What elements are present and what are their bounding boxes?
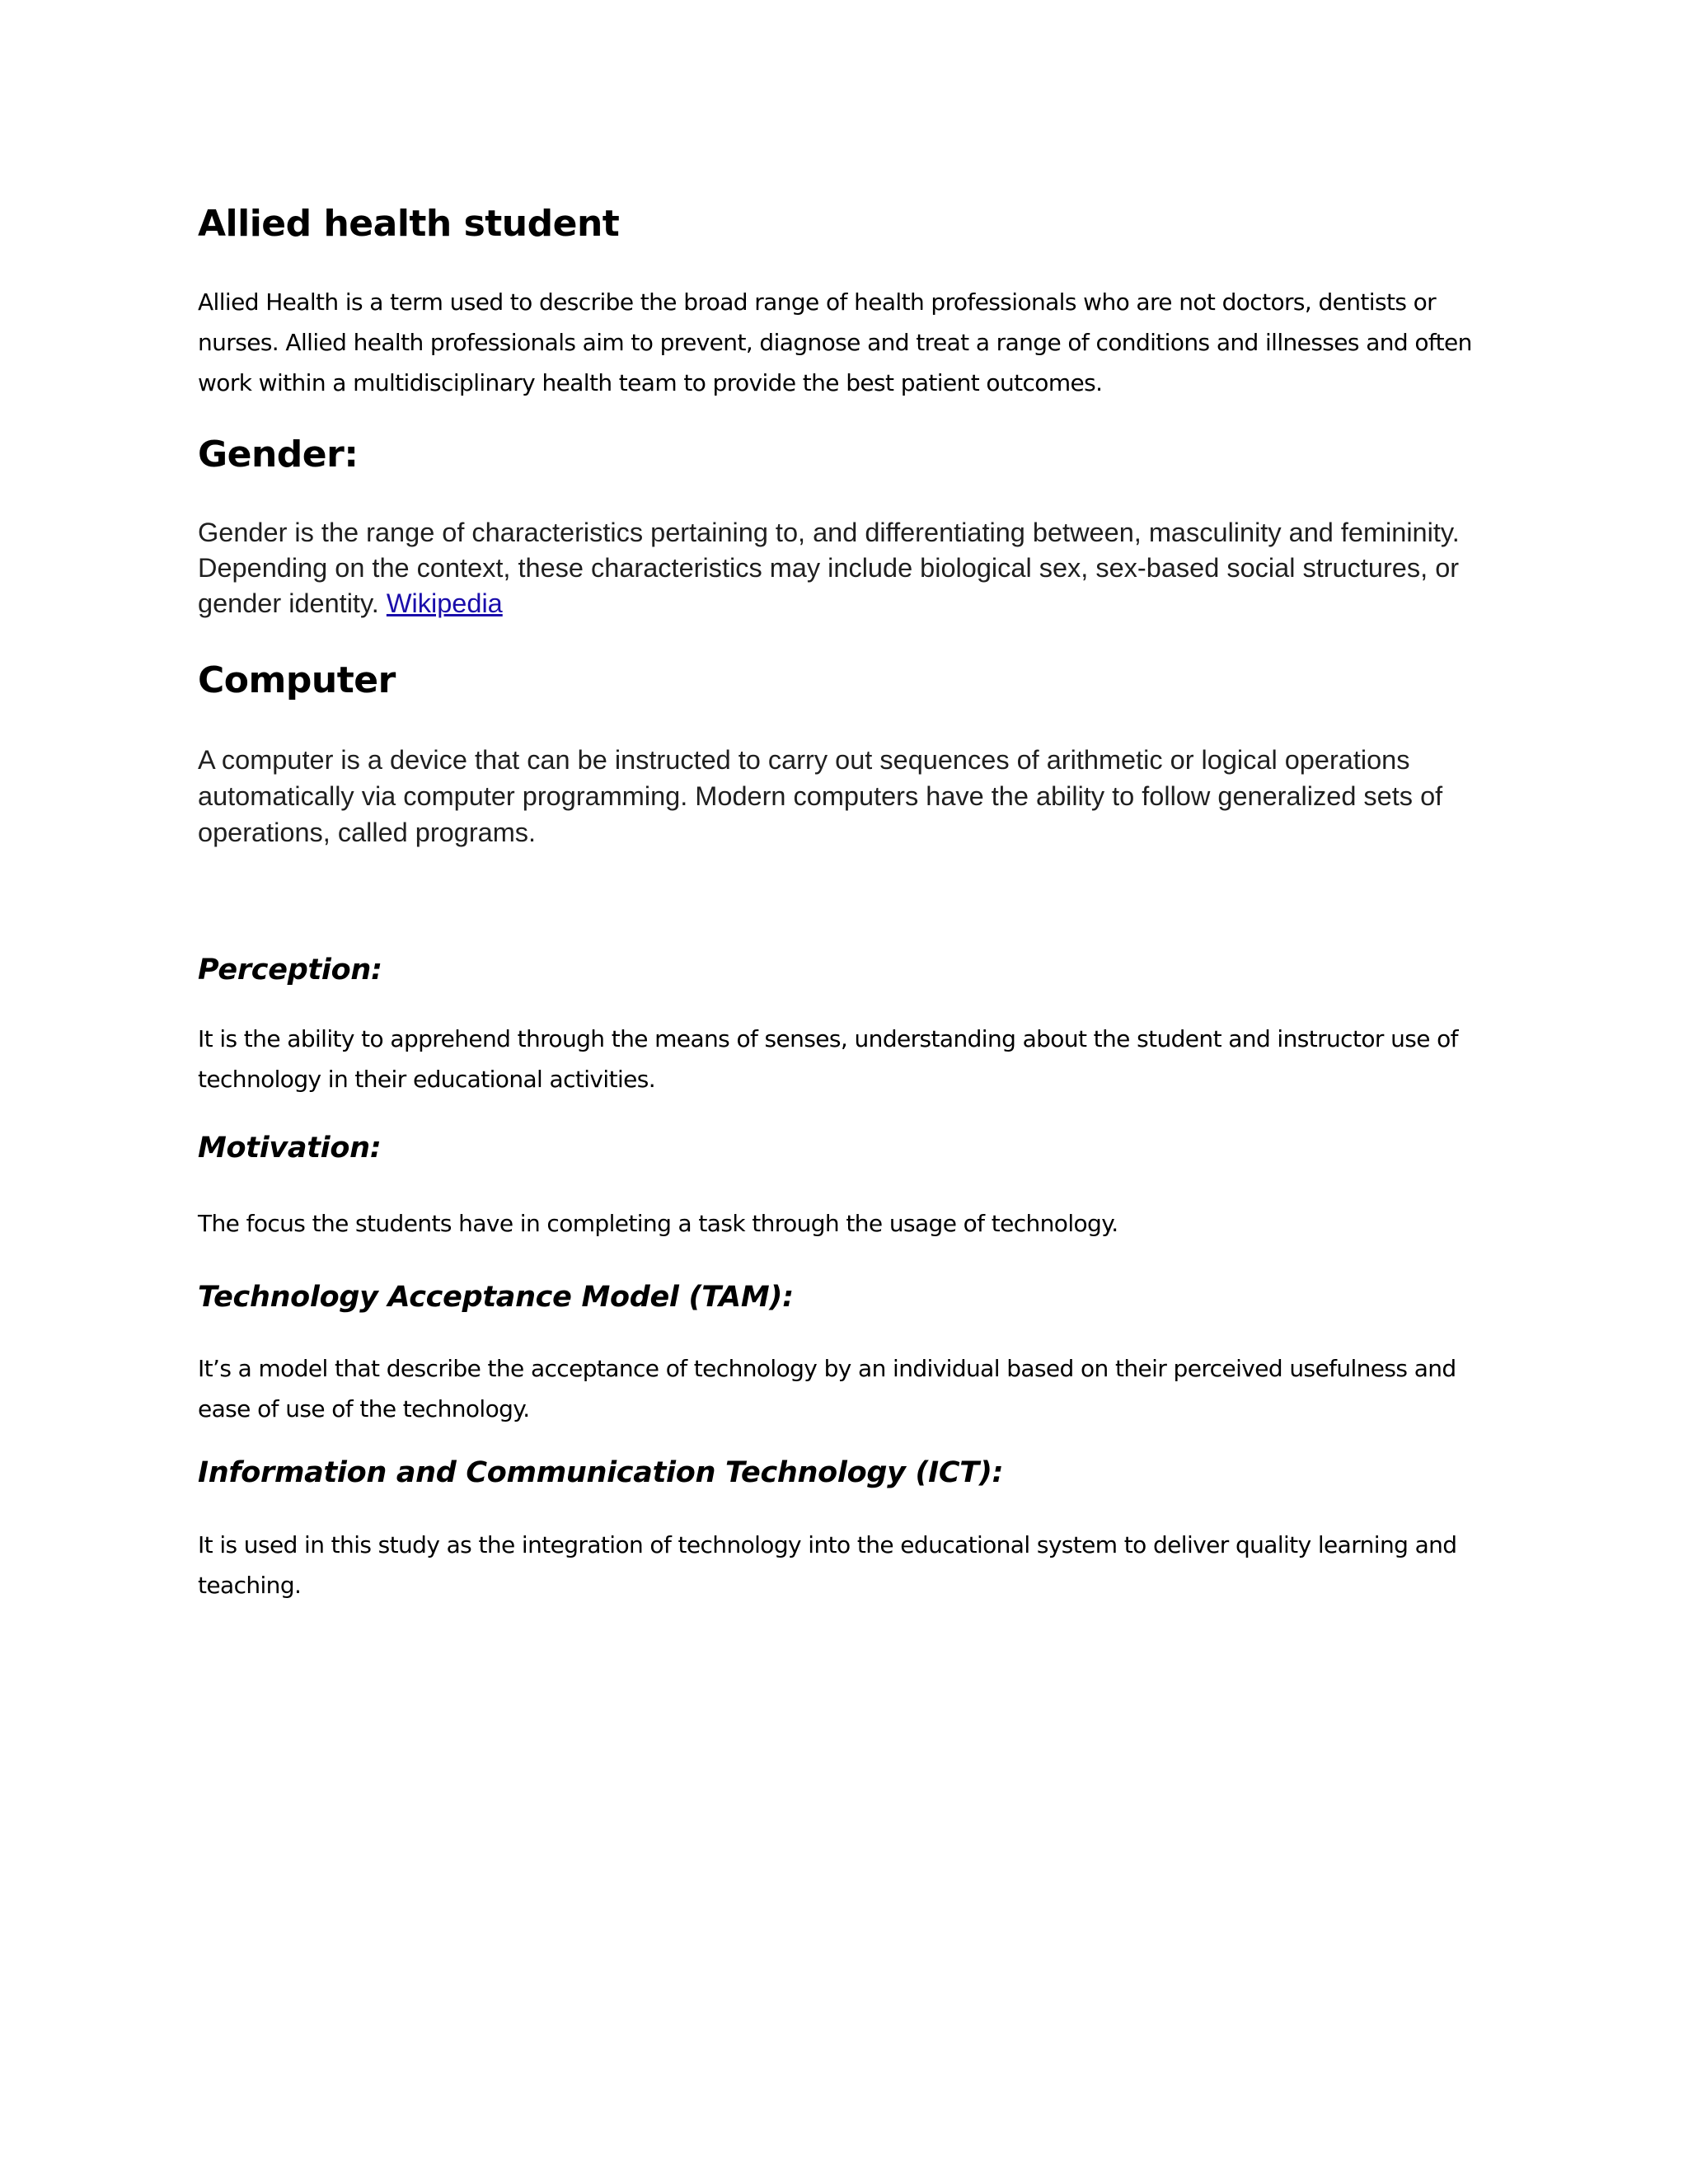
heading-gender: Gender: bbox=[198, 434, 359, 476]
wikipedia-link[interactable]: Wikipedia bbox=[386, 588, 503, 618]
paragraph-ict: It is used in this study as the integration of technology into the educational system to deliver quality learning and teaching. bbox=[198, 1531, 1457, 1599]
paragraph-gender-text: Gender is the range of characteristics pertaining to, and differentiating between, masculinity and femininity. Depending on the context, these characteristics may include biological sex, sex-based social structures, or gender identity. bbox=[198, 518, 1460, 618]
paragraph-motivation: The focus the students have in completing a task through the usage of technology. bbox=[198, 1210, 1118, 1237]
heading-allied-health-student: Allied health student bbox=[198, 203, 620, 245]
heading-ict: Information and Communication Technology (ICT): bbox=[198, 1456, 1004, 1489]
paragraph-computer: A computer is a device that can be instructed to carry out sequences of arithmetic or logical operations automatically via computer programming. Modern computers have the ability to follow generalized sets of operations, called programs. bbox=[198, 745, 1443, 847]
heading-motivation: Motivation: bbox=[198, 1132, 382, 1165]
heading-tam: Technology Acceptance Model (TAM): bbox=[198, 1281, 794, 1314]
paragraph-gender bbox=[198, 515, 1484, 621]
paragraph-perception: It is the ability to apprehend through the means of senses, understanding about the student and instructor use of technology in their educational activities. bbox=[198, 1025, 1458, 1093]
heading-computer: Computer bbox=[198, 659, 396, 701]
paragraph-tam: It’s a model that describe the acceptance of technology by an individual based on their perceived usefulness and ease of use of the technology. bbox=[198, 1355, 1456, 1422]
heading-perception: Perception: bbox=[198, 954, 382, 987]
paragraph-allied-health-student: Allied Health is a term used to describe the broad range of health professionals who are not doctors, dentists or nurses. Allied health professionals aim to prevent, diagnose and treat a range of conditions and illnesses and often work within a multidisciplinary health team to provide the best patient outcomes. bbox=[198, 288, 1472, 396]
